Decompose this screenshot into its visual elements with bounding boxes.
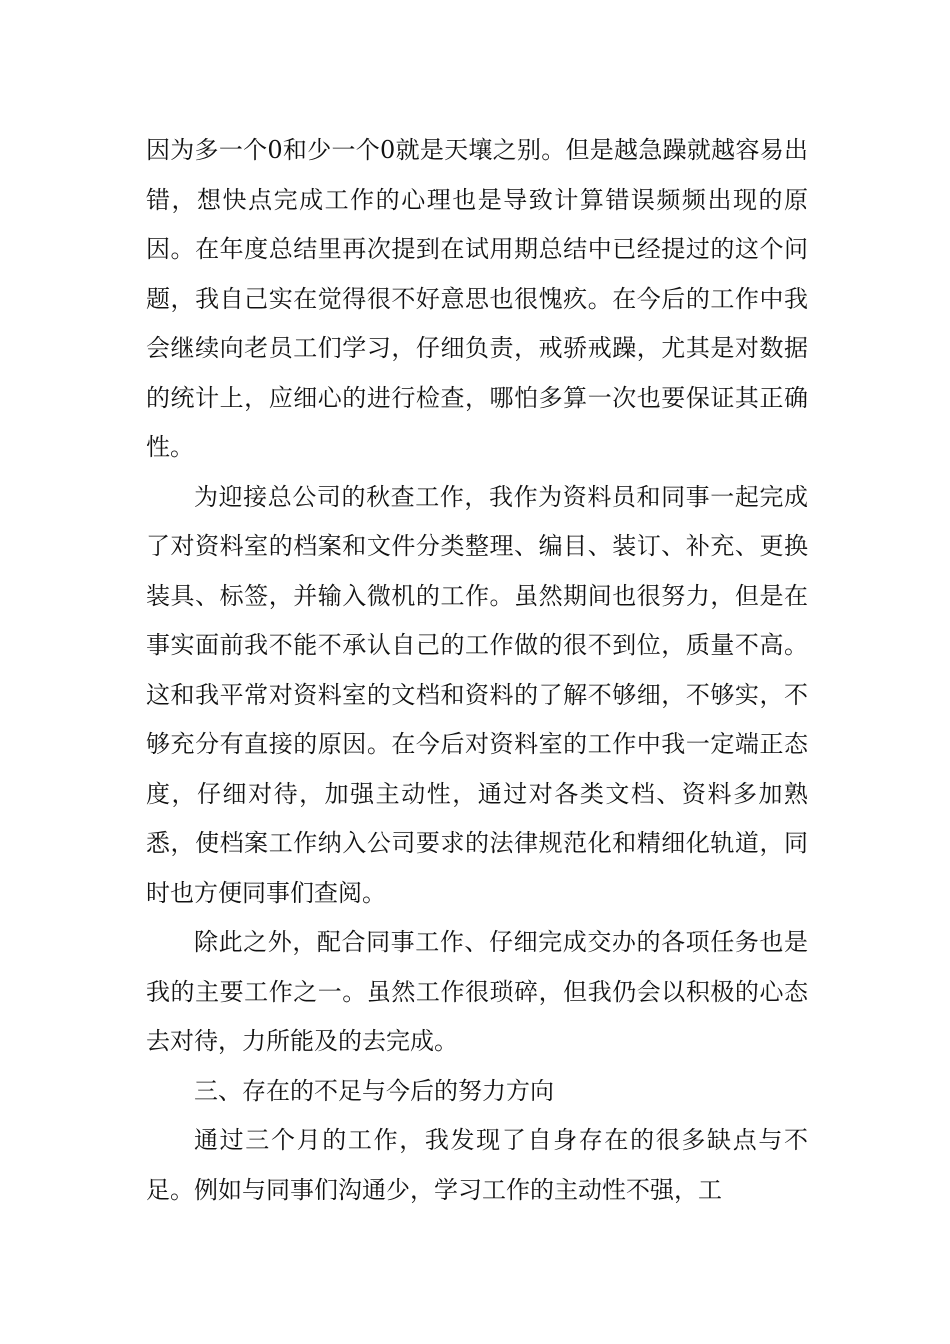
paragraph-shortcomings: 通过三个月的工作，我发现了自身存在的很多缺点与不足。例如与同事们沟通少，学习工作的主动性不强，工 bbox=[146, 1126, 808, 1204]
paragraph-continuation: 因为多一个0和少一个0就是天壤之别。但是越急躁就越容易出错，想快点完成工作的心理也是导致计算错误频频出现的原因。在年度总结里再次提到在试用期总结中已经提过的这个问题，我自己实在觉得很不好意思也很愧疚。在今后的工作中我会继续向老员工们学习，仔细负责，戒骄戒躁，尤其是对数据的统计上，应细心的进行检查，哪怕多算一次也要保证其正确性。 bbox=[146, 136, 808, 461]
paragraph-archive-work: 为迎接总公司的秋查工作，我作为资料员和同事一起完成了对资料室的档案和文件分类整理、编目、装订、补充、更换装具、标签，并输入微机的工作。虽然期间也很努力，但是在事实面前我不能不承认自己的工作做的很不到位，质量不高。这和我平常对资料室的文档和资料的了解不够细，不够实，不够充分有直接的原因。在今后对资料室的工作中我一定端正态度，仔细对待，加强主动性，通过对各类文档、资料多加熟悉，使档案工作纳入公司要求的法律规范化和精细化轨道，同时也方便同事们查阅。 bbox=[146, 482, 808, 907]
section-heading: 三、存在的不足与今后的努力方向 bbox=[194, 1076, 554, 1105]
document-body bbox=[146, 126, 808, 1215]
paragraph-other-tasks: 除此之外，配合同事工作、仔细完成交办的各项任务也是我的主要工作之一。虽然工作很琐碎，但我仍会以积极的心态去对待，力所能及的去完成。 bbox=[146, 928, 808, 1055]
